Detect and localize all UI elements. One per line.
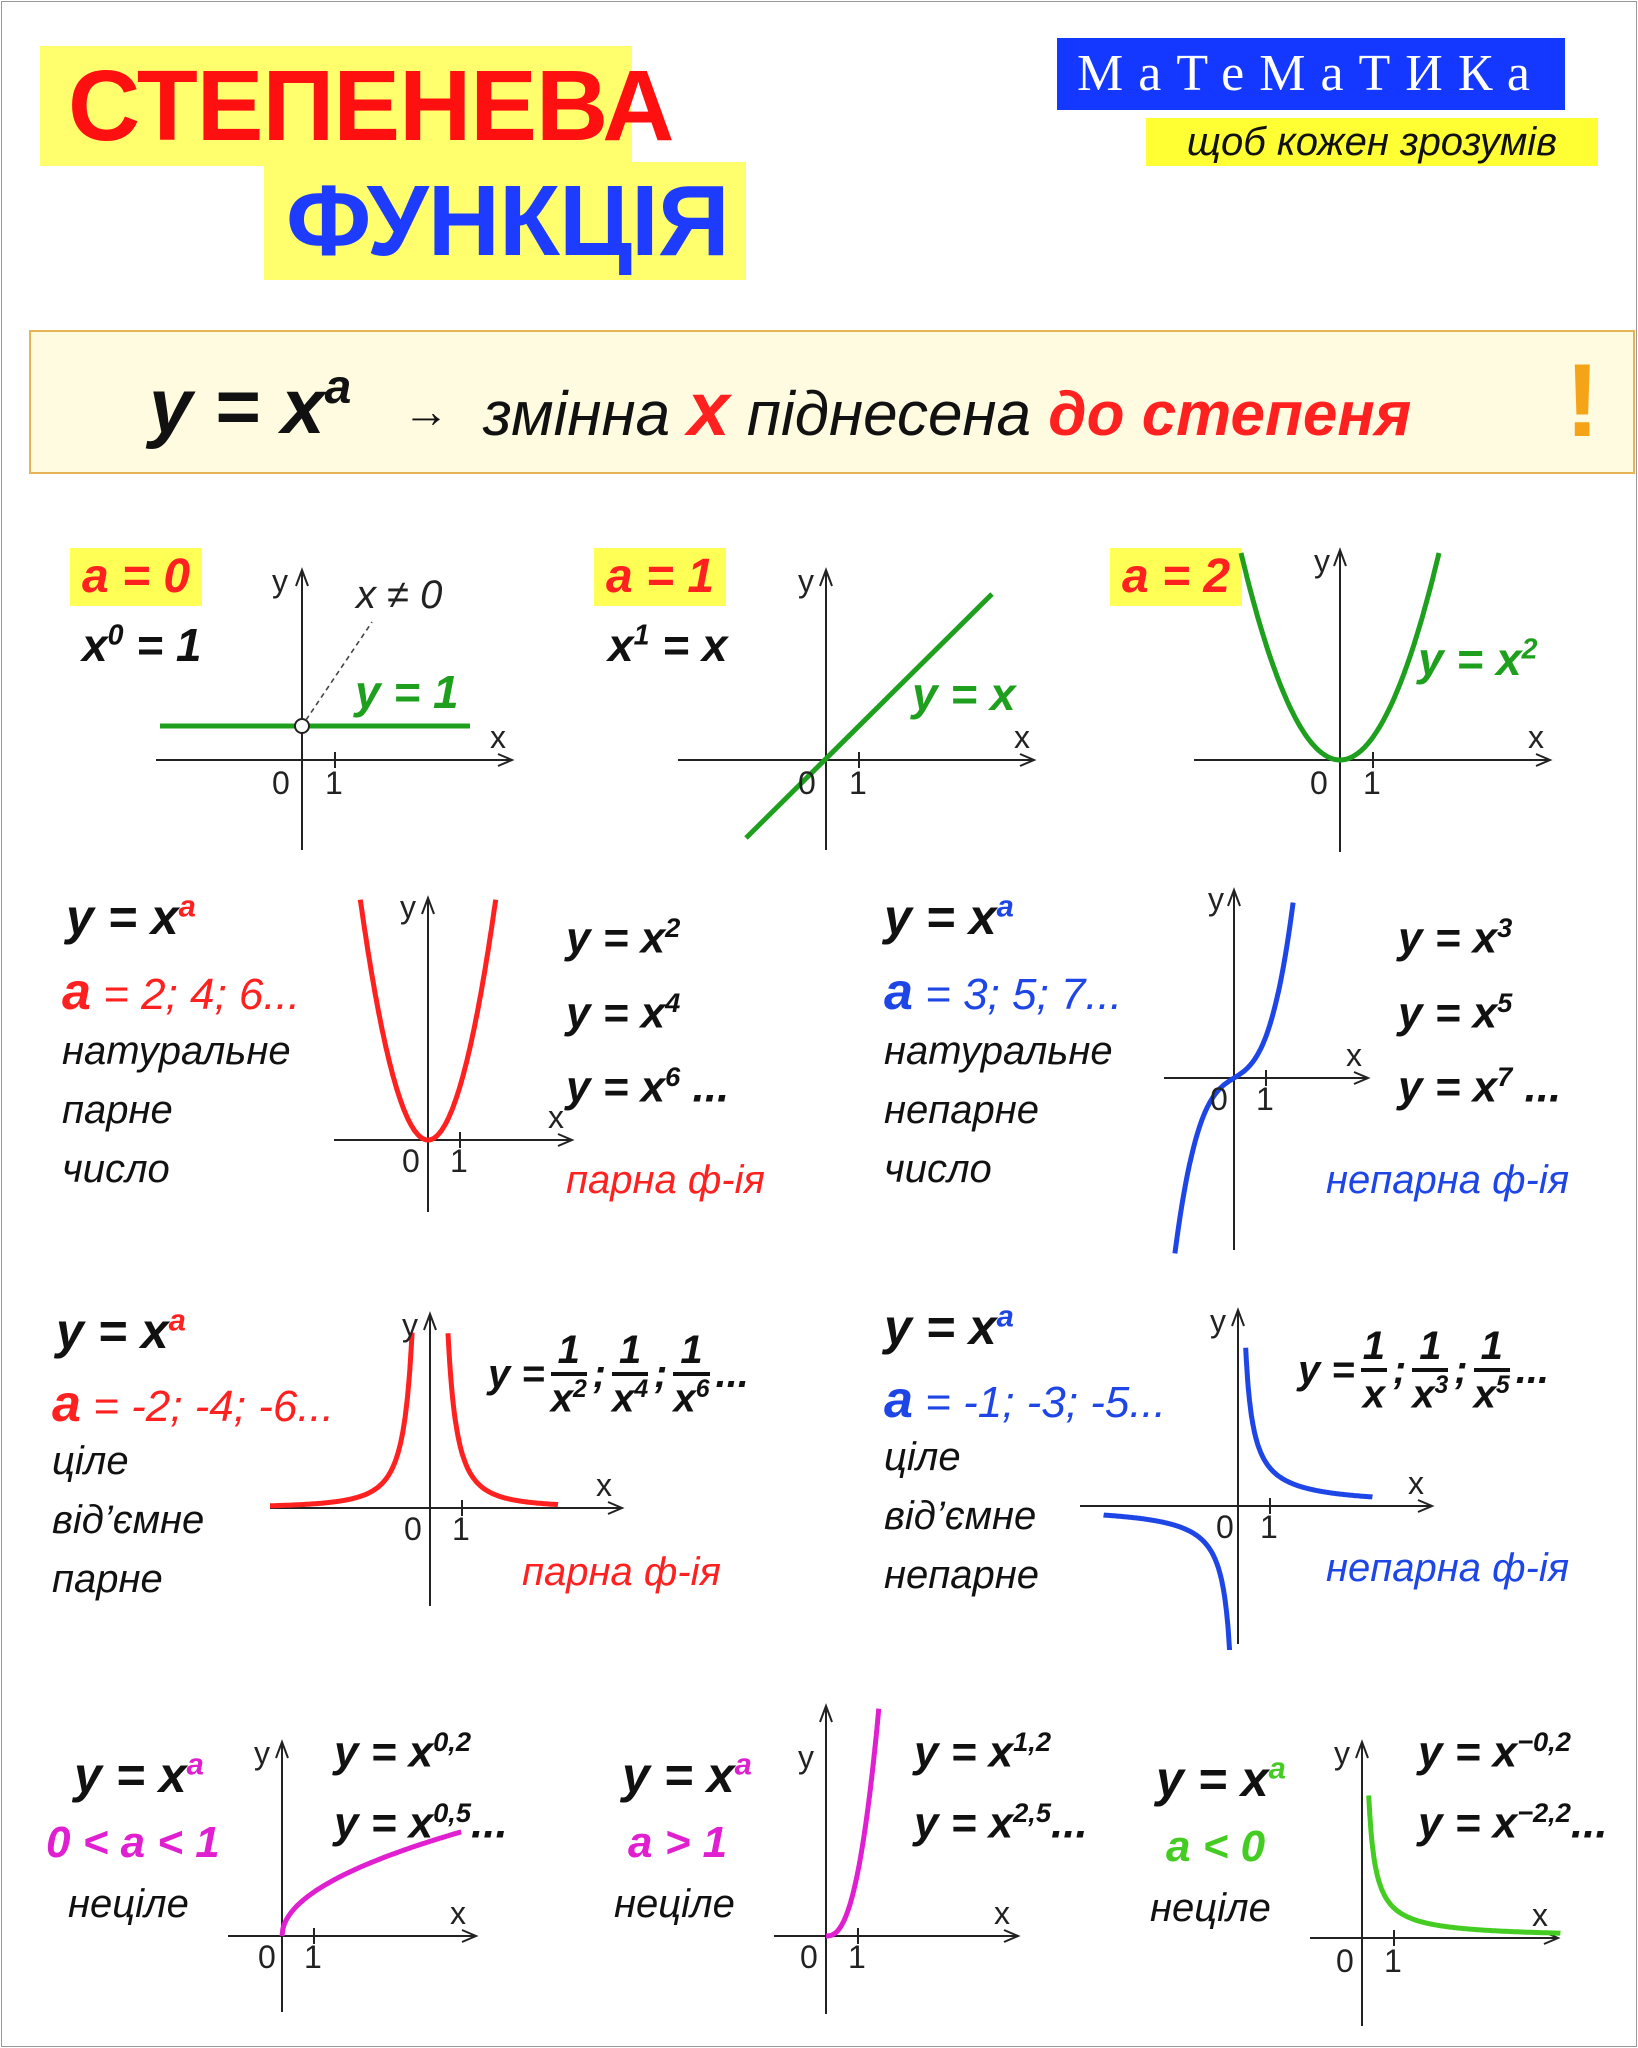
desc-line: число bbox=[884, 1147, 992, 1191]
label-x: x bbox=[1014, 719, 1030, 755]
formula-sup: a bbox=[168, 1302, 186, 1338]
arrow-icon: → bbox=[403, 385, 449, 437]
formula-negative-odd bbox=[884, 1298, 1014, 1356]
graph-a-1 bbox=[672, 560, 1042, 860]
desc-line: парне bbox=[62, 1088, 173, 1132]
fraction: $\frac{1}{x^3}$ bbox=[1412, 1324, 1449, 1417]
example-item: $y = x^{-2,2}$... bbox=[1418, 1796, 1608, 1848]
label-one: 1 bbox=[325, 765, 343, 801]
example-item: $y = x^2$ bbox=[566, 912, 681, 963]
label-y: y bbox=[402, 1307, 418, 1343]
definition-box bbox=[29, 330, 1635, 474]
curve-label-y-1: y = 1 bbox=[355, 666, 459, 718]
desc-negative-even bbox=[52, 1432, 204, 1609]
example-item: $y = x^{2,5}$... bbox=[914, 1796, 1088, 1848]
label-x: x bbox=[548, 1099, 564, 1135]
label-zero: 0 bbox=[1336, 1943, 1354, 1979]
definition-formula bbox=[149, 360, 351, 452]
a-label: a bbox=[884, 1371, 913, 1429]
a-values-odd-natural bbox=[884, 962, 1122, 1022]
formula-fractional-small bbox=[74, 1746, 204, 1804]
hole-point bbox=[295, 719, 309, 733]
fractions-negative-odd bbox=[1298, 1324, 1550, 1417]
fraction-lhs: y = bbox=[1298, 1347, 1355, 1392]
tag-a-1-text: a = 1 bbox=[606, 550, 715, 603]
desc-line: від’ємне bbox=[884, 1494, 1037, 1538]
desc-line: ціле bbox=[52, 1439, 129, 1483]
curve-label-sup: 2 bbox=[1521, 633, 1538, 666]
fraction: $\frac{1}{x}$ bbox=[1362, 1324, 1385, 1417]
example-item: $y = x^3$ bbox=[1398, 912, 1513, 963]
desc-line: натуральне bbox=[884, 1029, 1113, 1073]
title-line-1: СТЕПЕНЕВА bbox=[40, 46, 632, 166]
a-label: a bbox=[52, 1375, 81, 1433]
fraction-tail: ... bbox=[715, 1351, 749, 1396]
definition-text-2: піднесена bbox=[746, 380, 1032, 449]
desc-line: непарне bbox=[884, 1553, 1040, 1597]
formula-sup: a bbox=[178, 888, 196, 924]
fraction-sep: ; bbox=[1392, 1347, 1407, 1392]
label-y: y bbox=[1208, 881, 1224, 917]
label-one: 1 bbox=[1384, 1943, 1402, 1979]
curve-label-y-x: y = x bbox=[912, 668, 1016, 720]
label-y: y bbox=[400, 889, 416, 925]
graph-odd-natural bbox=[1160, 880, 1380, 1260]
formula-sup: a bbox=[996, 888, 1014, 924]
identity-a-1-base: x bbox=[608, 619, 634, 671]
desc-fractional-large: неціле bbox=[614, 1882, 735, 1926]
label-one: 1 bbox=[849, 765, 867, 801]
example-item: $y = x^{1,2}$ bbox=[914, 1726, 1051, 1777]
label-one: 1 bbox=[1363, 765, 1381, 801]
exclamation-icon: ! bbox=[1565, 343, 1600, 459]
label-one: 1 bbox=[452, 1511, 470, 1547]
identity-a-0-sup: 0 bbox=[107, 619, 124, 652]
fraction: $\frac{1}{x^2}$ bbox=[550, 1328, 587, 1421]
label-x: x bbox=[450, 1895, 466, 1931]
formula-base: y = x bbox=[74, 1747, 187, 1803]
label-one: 1 bbox=[450, 1143, 468, 1179]
examples-fractional-small bbox=[334, 1712, 508, 1853]
formula-base: y = x bbox=[884, 889, 997, 945]
label-x: x bbox=[1532, 1897, 1548, 1933]
desc-fractional-small: неціле bbox=[68, 1882, 189, 1926]
formula-sup: a bbox=[1268, 1750, 1286, 1786]
formula-negative-even bbox=[56, 1302, 186, 1360]
a-values-even-natural bbox=[62, 962, 300, 1022]
label-one: 1 bbox=[1256, 1081, 1274, 1117]
desc-line: число bbox=[62, 1147, 170, 1191]
a-label: a bbox=[884, 963, 913, 1021]
label-x: x bbox=[994, 1895, 1010, 1931]
a-label: a bbox=[62, 963, 91, 1021]
cond-fractional-small: 0 < a < 1 bbox=[46, 1818, 220, 1867]
examples-fractional-negative bbox=[1418, 1712, 1608, 1853]
label-zero: 0 bbox=[1310, 765, 1328, 801]
identity-a-0-base: x bbox=[82, 619, 108, 671]
graph-even-natural bbox=[330, 888, 580, 1218]
example-item: $y = x^{0,5}$... bbox=[334, 1796, 508, 1848]
tag-a-0-text: a = 0 bbox=[82, 550, 191, 603]
label-x: x bbox=[596, 1467, 612, 1503]
examples-odd-natural bbox=[1398, 896, 1561, 1120]
curve-fractional-large bbox=[826, 1709, 879, 1936]
desc-line: непарне bbox=[884, 1088, 1040, 1132]
formula-sup: a bbox=[734, 1746, 752, 1782]
label-zero: 0 bbox=[1216, 1509, 1234, 1545]
label-y: y bbox=[1210, 1303, 1226, 1339]
examples-fractional-large bbox=[914, 1712, 1088, 1853]
fractions-negative-even bbox=[488, 1328, 749, 1421]
identity-a-1-sup: 1 bbox=[633, 619, 650, 652]
identity-a-0-rest: = 1 bbox=[123, 619, 202, 671]
logo-banner: МаТеМаТИКа bbox=[1057, 38, 1565, 110]
label-x: x bbox=[1528, 719, 1544, 755]
a-values: = -2; -4; -6... bbox=[80, 1382, 335, 1431]
desc-odd-natural bbox=[884, 1022, 1113, 1199]
curve-neg-odd-left bbox=[1104, 1515, 1232, 1650]
formula-even-natural bbox=[66, 888, 196, 946]
graph-a-0 bbox=[150, 560, 520, 860]
label-x: x bbox=[1346, 1037, 1362, 1073]
example-item: $y = x^6$ ... bbox=[566, 1061, 730, 1112]
label-one: 1 bbox=[1260, 1509, 1278, 1545]
definition-text bbox=[483, 366, 1411, 453]
formula-fractional-negative bbox=[1156, 1750, 1286, 1808]
fraction-sep: ; bbox=[654, 1351, 668, 1396]
fraction: $\frac{1}{x^5}$ bbox=[1473, 1324, 1510, 1417]
tag-a-2-text: a = 2 bbox=[1122, 550, 1231, 603]
desc-line: ціле bbox=[884, 1435, 961, 1479]
desc-even-natural bbox=[62, 1022, 291, 1199]
example-item: $y = x^5$ bbox=[1398, 986, 1513, 1038]
logo-tagline: щоб кожен зрозумів bbox=[1146, 118, 1598, 166]
definition-var: x bbox=[687, 367, 730, 452]
example-item: $y = x^{-0,2}$ bbox=[1418, 1726, 1571, 1777]
fraction-lhs: y = bbox=[488, 1351, 545, 1396]
formula-base: y = x bbox=[66, 889, 179, 945]
label-y: y bbox=[798, 1739, 814, 1775]
label-one: 1 bbox=[304, 1939, 322, 1975]
formula-sup: a bbox=[186, 1746, 204, 1782]
curve-label-y-x2 bbox=[1418, 632, 1537, 686]
fraction: $\frac{1}{x^4}$ bbox=[612, 1328, 649, 1421]
formula-base: y = x bbox=[884, 1299, 997, 1355]
formula-base: y = x bbox=[622, 1747, 735, 1803]
example-item: $y = x^7$ ... bbox=[1398, 1061, 1562, 1112]
label-zero: 0 bbox=[402, 1143, 420, 1179]
label-x: x bbox=[1408, 1465, 1424, 1501]
label-y: y bbox=[1334, 1735, 1350, 1771]
definition-formula-base: y = x bbox=[149, 362, 325, 450]
desc-line: від’ємне bbox=[52, 1498, 205, 1542]
desc-fractional-negative: неціле bbox=[1150, 1886, 1271, 1930]
a-values: = 3; 5; 7... bbox=[912, 970, 1123, 1019]
formula-sup: a bbox=[996, 1298, 1014, 1334]
cond-fractional-negative: a < 0 bbox=[1166, 1822, 1266, 1871]
example-item: $y = x^{0,2}$ bbox=[334, 1726, 471, 1777]
a-values: = 2; 4; 6... bbox=[90, 970, 301, 1019]
example-item: $y = x^4$ bbox=[566, 986, 681, 1038]
a-values: = -1; -3; -5... bbox=[912, 1378, 1167, 1427]
desc-line: натуральне bbox=[62, 1029, 291, 1073]
cond-fractional-large: a > 1 bbox=[628, 1818, 728, 1867]
curve-neg-even-left bbox=[270, 1333, 412, 1506]
fraction-tail: ... bbox=[1515, 1347, 1550, 1392]
examples-even-natural bbox=[566, 896, 729, 1120]
parity-negative-even: парна ф-ія bbox=[522, 1550, 721, 1594]
definition-text-3: до степеня bbox=[1048, 380, 1412, 449]
label-zero: 0 bbox=[404, 1511, 422, 1547]
fraction-sep: ; bbox=[592, 1351, 607, 1396]
parity-odd-natural: непарна ф-ія bbox=[1326, 1158, 1570, 1202]
label-x: x bbox=[490, 719, 506, 755]
label-y: y bbox=[1314, 543, 1330, 579]
definition-text-1: змінна bbox=[483, 380, 671, 449]
desc-line: парне bbox=[52, 1557, 163, 1601]
label-y: y bbox=[254, 1735, 270, 1771]
curve-label-base: y = x bbox=[1418, 633, 1522, 685]
formula-base: y = x bbox=[56, 1303, 169, 1359]
label-zero: 0 bbox=[1210, 1081, 1228, 1117]
label-zero: 0 bbox=[272, 765, 290, 801]
parity-even-natural: парна ф-ія bbox=[566, 1158, 765, 1202]
label-y: y bbox=[272, 563, 288, 599]
graph-a-2 bbox=[1188, 540, 1558, 860]
identity-a-1-rest: = x bbox=[649, 619, 728, 671]
fraction: $\frac{1}{x^6}$ bbox=[673, 1328, 710, 1421]
formula-base: y = x bbox=[1156, 1751, 1269, 1807]
parity-negative-odd: непарна ф-ія bbox=[1326, 1546, 1570, 1590]
formula-odd-natural bbox=[884, 888, 1014, 946]
label-zero: 0 bbox=[798, 765, 816, 801]
note-x-ne-0: x ≠ 0 bbox=[356, 573, 443, 617]
title-line-2: ФУНКЦІЯ bbox=[264, 162, 746, 280]
label-y: y bbox=[798, 563, 814, 599]
fraction-sep: ; bbox=[1454, 1347, 1468, 1392]
definition-exponent: a bbox=[324, 361, 352, 414]
label-zero: 0 bbox=[258, 1939, 276, 1975]
label-one: 1 bbox=[848, 1939, 866, 1975]
formula-fractional-large bbox=[622, 1746, 752, 1804]
label-zero: 0 bbox=[800, 1939, 818, 1975]
desc-negative-odd bbox=[884, 1428, 1039, 1605]
